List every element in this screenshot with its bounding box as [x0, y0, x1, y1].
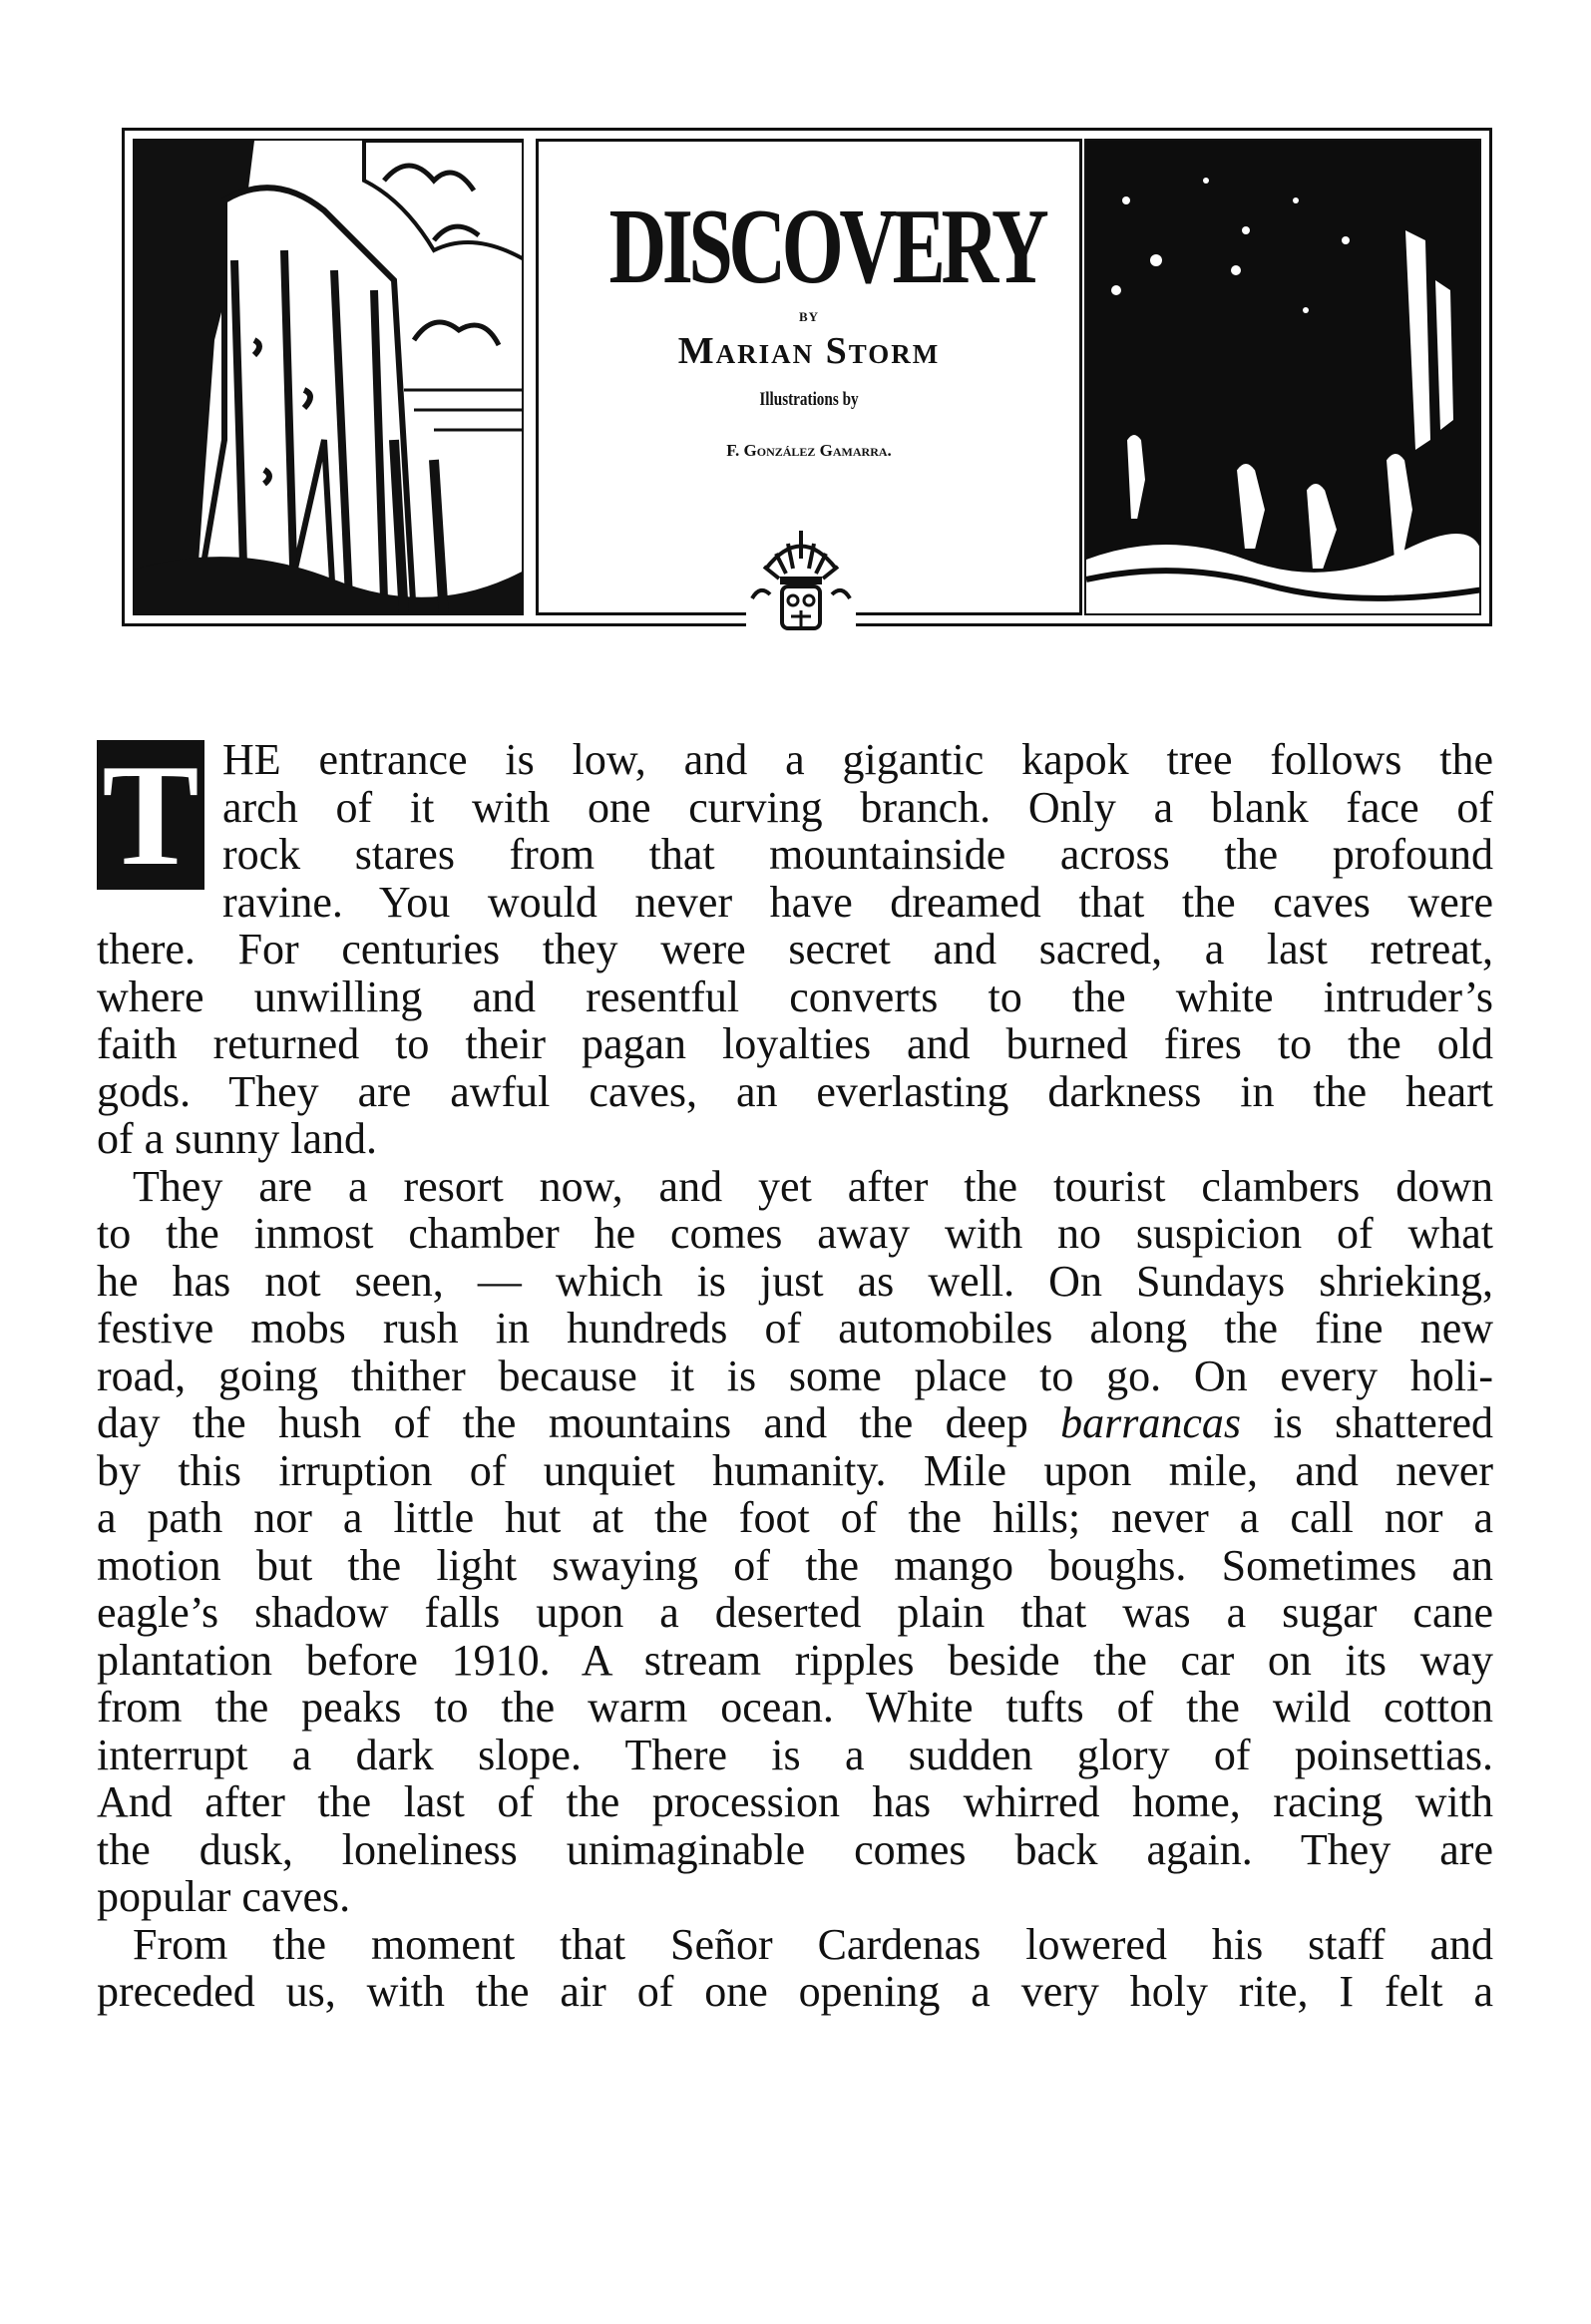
paragraph-3 [97, 1921, 1493, 2016]
text-line: eagle’s shadow falls upon a deserted plain that was a sugar cane [97, 1588, 1493, 1637]
text-line: of a sunny land. [97, 1114, 378, 1163]
illustrations-label: Illustrations by [759, 389, 859, 410]
left-illustration [133, 139, 524, 615]
text-line: plantation before 1910. A stream ripples beside the car on its way [97, 1635, 1493, 1685]
text-line: motion but the light swaying of the mango boughs. Sometimes an [97, 1540, 1493, 1590]
text-line: a path nor a little hut at the foot of the hills; never a call nor a [97, 1493, 1493, 1542]
paragraph-2 [97, 1163, 1493, 1921]
italic-term: barrancas [1060, 1398, 1242, 1447]
text-line: preceded us, with the air of one opening a very holy rite, I felt a [97, 1967, 1493, 2016]
text-line: popular caves. [97, 1872, 351, 1921]
text-fragment: is shattered [1241, 1398, 1493, 1447]
text-line: from the peaks to the warm ocean. White tufts of the wild cotton [97, 1683, 1493, 1732]
cave-explorers-illustration-icon [1086, 141, 1481, 615]
text-line: where unwilling and resentful converts to the white intruder’s [97, 971, 1493, 1021]
text-line: From the moment that Señor Cardenas lowered his staff and [133, 1919, 1493, 1969]
text-line: And after the last of the procession has whirred home, racing with [97, 1777, 1493, 1826]
author-name: Marian Storm [677, 330, 941, 372]
article-body [97, 736, 1493, 2016]
text-line: interrupt a dark slope. There is a sudden glory of poinsettias. [97, 1730, 1493, 1779]
text-line: arch of it with one curving branch. Only a blank face of [222, 782, 1493, 832]
right-illustration [1084, 139, 1481, 615]
text-line: festive mobs rush in hundreds of automobiles along the fine new [97, 1304, 1493, 1353]
text-line: They are a resort now, and yet after the tourist clambers down [133, 1161, 1493, 1211]
text-line: there. For centuries they were secret and sacred, a last retreat, [97, 925, 1493, 973]
text-line: rock stares from that mountainside across the profound [222, 830, 1493, 879]
text-line: the dusk, loneliness unimaginable comes back again. They are [97, 1824, 1493, 1874]
aztec-mask-emblem-icon [746, 529, 856, 638]
illustrator-name: F. González Gamarra. [726, 441, 892, 460]
text-line: road, going thither because it is some place to go. On every holi- [97, 1351, 1493, 1400]
paragraph-1 [97, 736, 1493, 1163]
byline-label: BY [798, 309, 820, 324]
text-line: HE entrance is low, and a gigantic kapok tree follows the [222, 735, 1493, 784]
text-line: he has not seen, — which is just as well. On Sundays shrieking, [97, 1256, 1493, 1306]
drop-cap: T [97, 740, 204, 890]
text-line: by this irruption of unquiet humanity. Mile upon mile, and never [97, 1445, 1493, 1495]
text-line: gods. They are awful caves, an everlasting darkness in the heart [97, 1066, 1493, 1116]
text-line [97, 1399, 1493, 1447]
text-line: to the inmost chamber he comes away with no suspicion of what [97, 1209, 1493, 1258]
rock-cliff-illustration-icon [135, 141, 524, 615]
text-line: faith returned to their pagan loyalties and burned fires to the old [97, 1019, 1493, 1068]
article-title: DISCOVERY [608, 188, 1045, 306]
text-line: ravine. You would never have dreamed that the caves were [222, 877, 1493, 927]
text-fragment: day the hush of the mountains and the deep [97, 1398, 1061, 1447]
